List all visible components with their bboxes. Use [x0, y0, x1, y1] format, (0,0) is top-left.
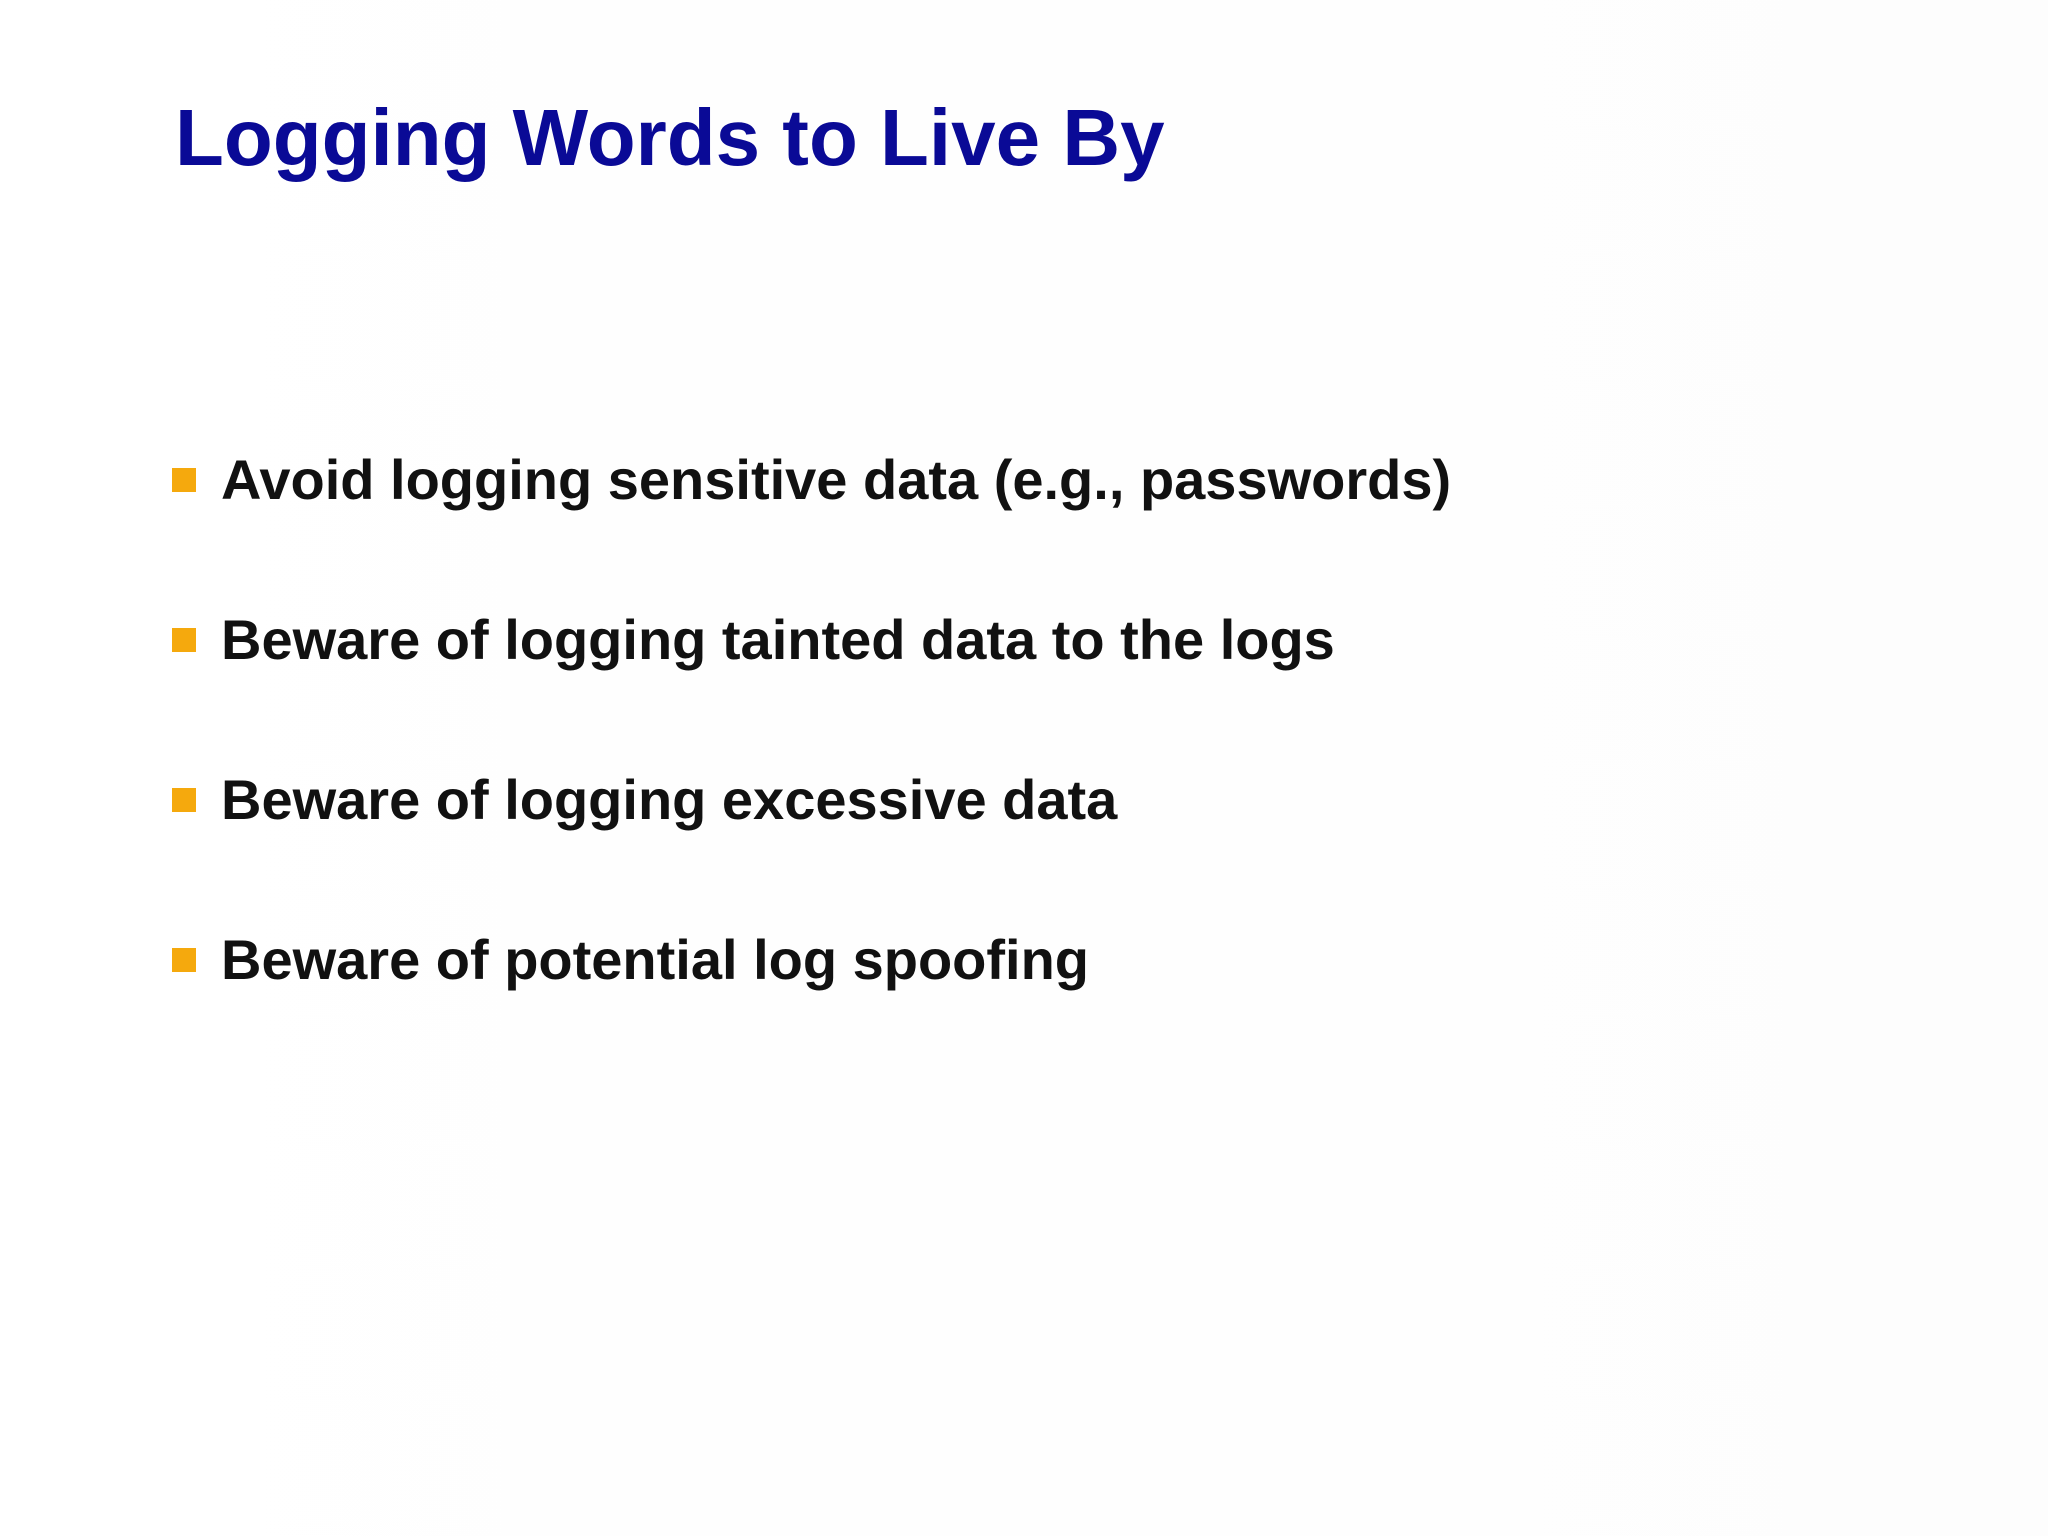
- bullet-text: Beware of logging excessive data: [221, 768, 1118, 831]
- bullet-item: [172, 928, 1451, 992]
- bullet-item: [172, 608, 1451, 672]
- bullet-text: Beware of potential log spoofing: [221, 928, 1089, 991]
- square-bullet-icon: [172, 628, 196, 652]
- bullet-item: [172, 768, 1451, 832]
- bullet-item: [172, 448, 1451, 512]
- square-bullet-icon: [172, 788, 196, 812]
- square-bullet-icon: [172, 948, 196, 972]
- bullet-text: Beware of logging tainted data to the logs: [221, 608, 1335, 671]
- slide-title: Logging Words to Live By: [175, 93, 1165, 182]
- bullet-text: Avoid logging sensitive data (e.g., passwords): [221, 448, 1452, 511]
- square-bullet-icon: [172, 468, 196, 492]
- bullet-list: [172, 448, 1451, 1088]
